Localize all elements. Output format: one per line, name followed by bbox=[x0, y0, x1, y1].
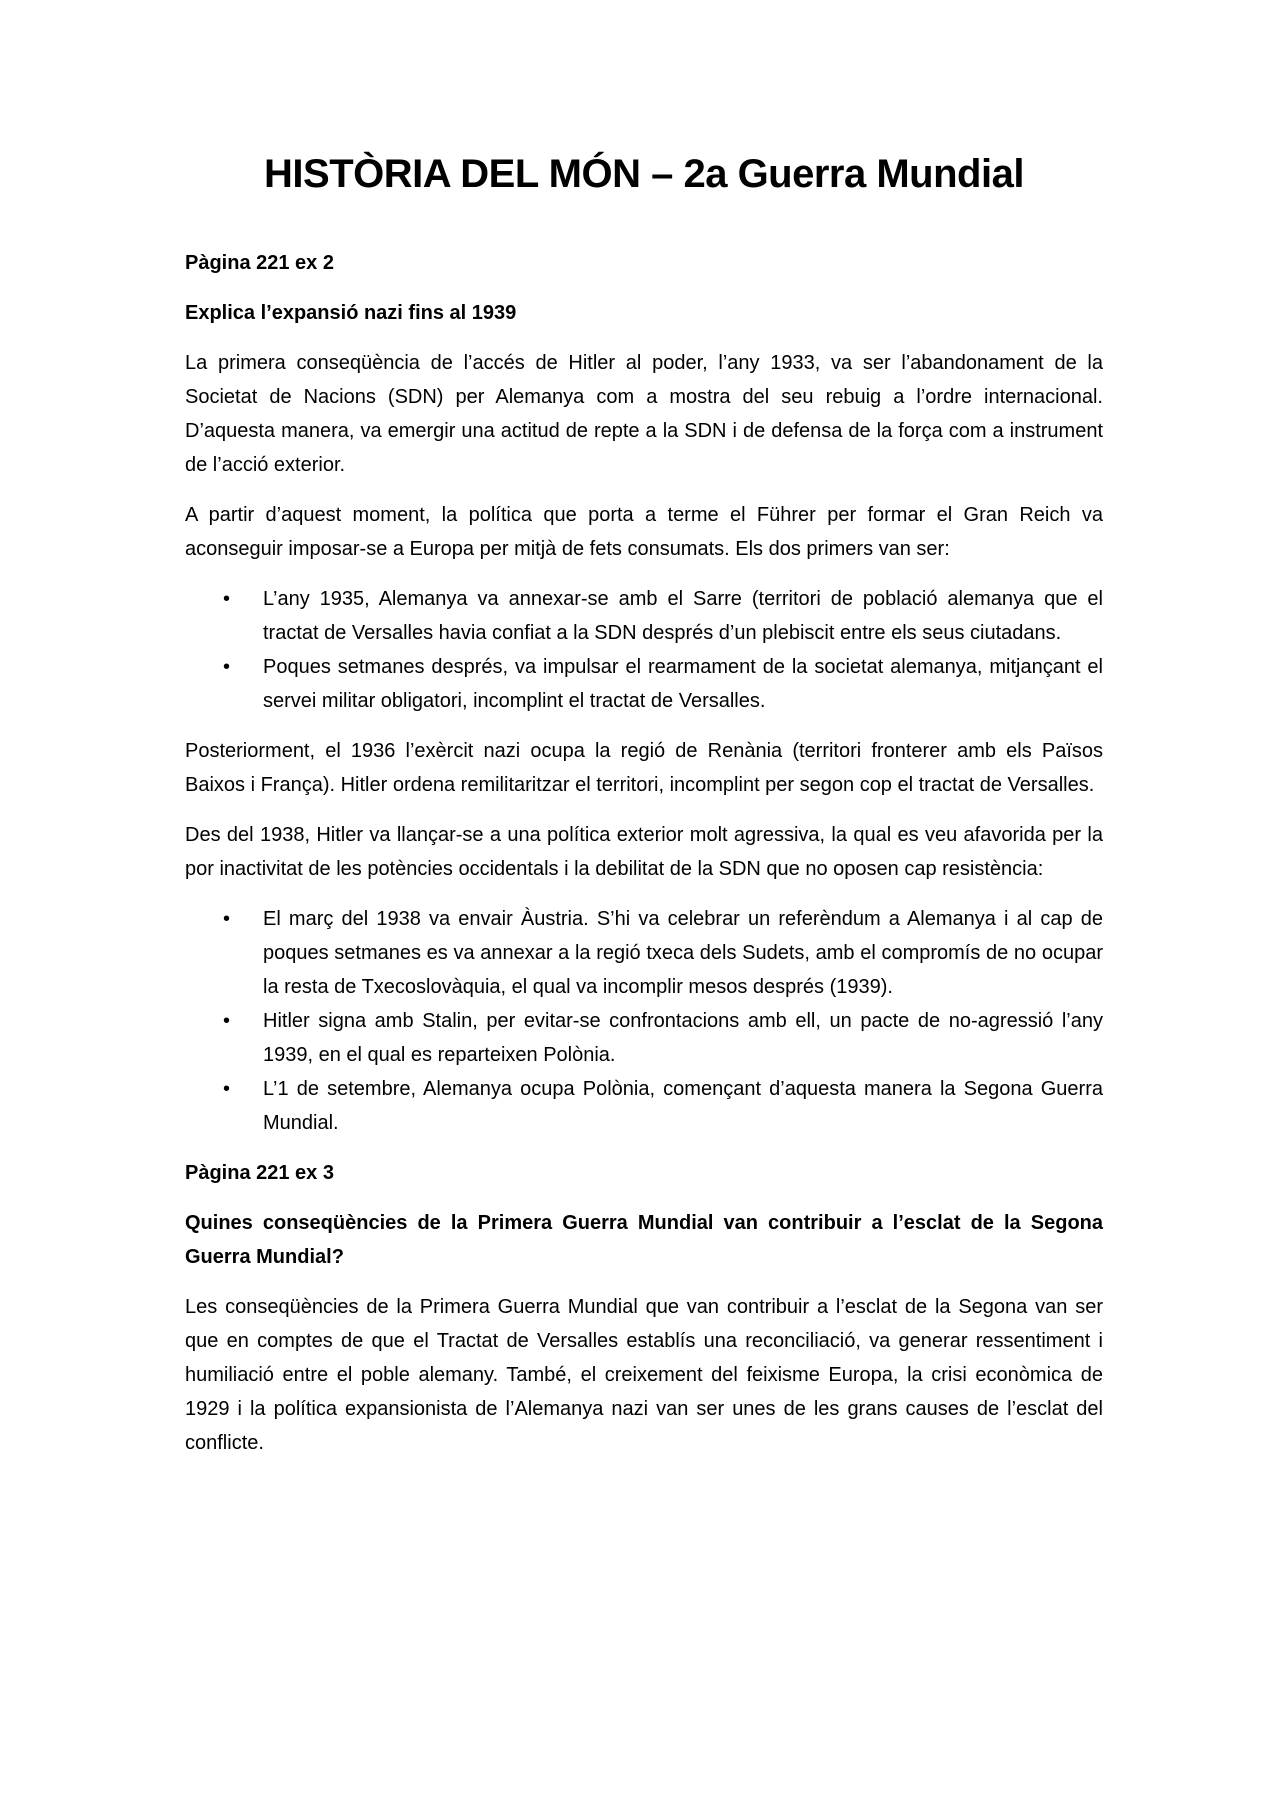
paragraph: A partir d’aquest moment, la política que porta a terme el Führer per formar el Gran Reich va aconseguir imposar-se a Europa per mitjà de fets consumats. Els dos primers van ser: bbox=[185, 504, 1103, 560]
bullet-list bbox=[185, 902, 1103, 1140]
list-item bbox=[185, 902, 1103, 1004]
list-item-text: Poques setmanes després, va impulsar el rearmament de la societat alemanya, mitjançant el servei militar obligatori, incomplint el tractat de Versalles. bbox=[263, 656, 1103, 712]
list-item bbox=[185, 650, 1103, 718]
section-question: Explica l’expansió nazi fins al 1939 bbox=[185, 302, 517, 324]
document-page bbox=[185, 150, 1103, 1476]
paragraph: Des del 1938, Hitler va llançar-se a una política exterior molt agressiva, la qual es veu afavorida per la por inactivitat de les potències occidentals i la debilitat de la SDN que no oposen cap resistència: bbox=[185, 824, 1103, 880]
document-title: HISTÒRIA DEL MÓN – 2a Guerra Mundial bbox=[264, 152, 1024, 196]
list-item-text: L’any 1935, Alemanya va annexar-se amb el Sarre (territori de població alemanya que el tractat de Versalles havia confiat a la SDN després d’un plebiscit entre els seus ciutadans. bbox=[263, 588, 1103, 644]
list-item-text: Hitler signa amb Stalin, per evitar-se confrontacions amb ell, un pacte de no-agressió l’any 1939, en el qual es reparteixen Polònia. bbox=[263, 1010, 1103, 1066]
list-item bbox=[185, 1004, 1103, 1072]
bullet-list bbox=[185, 582, 1103, 718]
paragraph: La primera conseqüència de l’accés de Hitler al poder, l’any 1933, va ser l’abandonament de la Societat de Nacions (SDN) per Alemanya com a mostra del seu rebuig a l’ordre internacional. D’aquesta manera, va emergir una actitud de repte a la SDN i de defensa de la força com a instrument de l’acció exterior. bbox=[185, 352, 1103, 476]
list-item bbox=[185, 582, 1103, 650]
bullet-icon: • bbox=[223, 656, 231, 678]
bullet-icon: • bbox=[223, 1010, 231, 1032]
section-exercise-3 bbox=[185, 1156, 1103, 1460]
section-exercise-2 bbox=[185, 246, 1103, 1140]
paragraph: Posteriorment, el 1936 l’exèrcit nazi ocupa la regió de Renània (territori fronterer amb els Països Baixos i França). Hitler ordena remilitaritzar el territori, incomplint per segon cop el tractat de Versalles. bbox=[185, 740, 1103, 796]
list-item bbox=[185, 1072, 1103, 1140]
section-page-reference: Pàgina 221 ex 2 bbox=[185, 252, 334, 274]
bullet-icon: • bbox=[223, 908, 231, 930]
section-page-reference: Pàgina 221 ex 3 bbox=[185, 1162, 334, 1184]
bullet-icon: • bbox=[223, 1078, 231, 1100]
section-question: Quines conseqüències de la Primera Guerra Mundial van contribuir a l’esclat de la Segona Guerra Mundial? bbox=[185, 1212, 1103, 1268]
paragraph: Les conseqüències de la Primera Guerra Mundial que van contribuir a l’esclat de la Segona van ser que en comptes de que el Tractat de Versalles establís una reconciliació, va generar ressentiment i humiliació entre el poble alemany. També, el creixement del feixisme Europa, la crisi econòmica de 1929 i la política expansionista de l’Alemanya nazi van ser unes de les grans causes de l’esclat del conflicte. bbox=[185, 1296, 1103, 1454]
list-item-text: L’1 de setembre, Alemanya ocupa Polònia, començant d’aquesta manera la Segona Guerra Mundial. bbox=[263, 1078, 1103, 1134]
list-item-text: El març del 1938 va envair Àustria. S’hi va celebrar un referèndum a Alemanya i al cap de poques setmanes es va annexar a la regió txeca dels Sudets, amb el compromís de no ocupar la resta de Txecoslovàquia, el qual va incomplir mesos després (1939). bbox=[263, 908, 1103, 998]
bullet-icon: • bbox=[223, 588, 231, 610]
